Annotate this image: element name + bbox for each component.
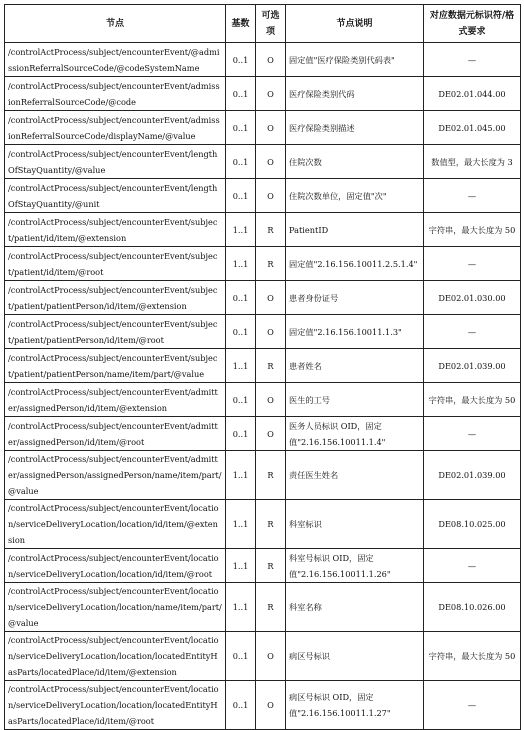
table-row [5,417,521,451]
format-cell: — [424,681,521,730]
cardinality-cell: 1..1 [226,247,256,281]
format-cell: DE02.01.039.00 [424,349,521,383]
node-path-cell: /controlActProcess/subject/encounterEvent/subject/patient/id/item/@root [5,247,226,281]
table-row [5,632,521,681]
cardinality-cell: 0..1 [226,281,256,315]
cardinality-cell: 0..1 [226,681,256,730]
description-cell: 医生的工号 [286,383,424,417]
optional-cell: O [256,145,286,179]
optional-cell: O [256,315,286,349]
node-path-cell: /controlActProcess/subject/encounterEvent/subject/patient/patientPerson/id/item/@root [5,315,226,349]
cardinality-cell: 0..1 [226,43,256,77]
optional-cell: R [256,247,286,281]
format-cell: — [424,315,521,349]
cardinality-cell: 1..1 [226,500,256,549]
node-path-cell: /controlActProcess/subject/encounterEvent/location/serviceDeliveryLocation/location/locatedEntityHasParts/locatedPlace/id/item/@extension [5,632,226,681]
optional-cell: R [256,213,286,247]
cardinality-cell: 0..1 [226,145,256,179]
node-path-cell: /controlActProcess/subject/encounterEvent/location/serviceDeliveryLocation/location/id/item/@extension [5,500,226,549]
format-cell: — [424,179,521,213]
description-cell: PatientID [286,213,424,247]
description-cell: 患者姓名 [286,349,424,383]
table-row [5,349,521,383]
optional-cell: O [256,281,286,315]
cardinality-cell: 1..1 [226,583,256,632]
table-row [5,77,521,111]
node-spec-table [4,4,521,730]
table-row [5,179,521,213]
table-row [5,383,521,417]
cardinality-cell: 0..1 [226,179,256,213]
optional-cell: O [256,111,286,145]
cardinality-cell: 0..1 [226,632,256,681]
optional-cell: R [256,549,286,583]
format-cell: 字符串，最大长度为 50 [424,383,521,417]
node-path-cell: /controlActProcess/subject/encounterEvent/@admissionReferralSourceCode/@codeSystemName [5,43,226,77]
format-cell: DE02.01.044.00 [424,77,521,111]
format-cell: 数值型，最大长度为 3 [424,145,521,179]
node-path-cell: /controlActProcess/subject/encounterEvent/admitter/assignedPerson/id/item/@extension [5,383,226,417]
format-cell: DE02.01.030.00 [424,281,521,315]
table-body [5,43,521,730]
node-path-cell: /controlActProcess/subject/encounterEvent/subject/patient/patientPerson/id/item/@extension [5,281,226,315]
table-row [5,681,521,730]
format-cell: 字符串，最大长度为 50 [424,632,521,681]
cardinality-cell: 0..1 [226,111,256,145]
description-cell: 医疗保险类别代码 [286,77,424,111]
node-path-cell: /controlActProcess/subject/encounterEvent/lengthOfStayQuantity/@unit [5,179,226,213]
format-cell: DE08.10.026.00 [424,583,521,632]
format-cell: — [424,549,521,583]
cardinality-cell: 1..1 [226,213,256,247]
format-cell: DE02.01.039.00 [424,451,521,500]
table-row [5,145,521,179]
format-cell: — [424,417,521,451]
format-cell: DE08.10.025.00 [424,500,521,549]
cardinality-cell: 0..1 [226,417,256,451]
table-header-row [5,5,521,43]
description-cell: 病区号标识 OID，固定值"2.16.156.10011.1.27" [286,681,424,730]
description-cell: 住院次数 [286,145,424,179]
optional-cell: R [256,349,286,383]
format-cell: DE02.01.045.00 [424,111,521,145]
description-cell: 病区号标识 [286,632,424,681]
cardinality-cell: 0..1 [226,383,256,417]
format-cell: — [424,247,521,281]
table-row [5,43,521,77]
table-row [5,111,521,145]
header-format: 对应数据元标识符/格式要求 [424,5,521,43]
header-node: 节点 [5,5,226,43]
node-path-cell: /controlActProcess/subject/encounterEvent/admitter/assignedPerson/id/item/@root [5,417,226,451]
optional-cell: O [256,383,286,417]
node-path-cell: /controlActProcess/subject/encounterEvent/admissionReferralSourceCode/@code [5,77,226,111]
optional-cell: O [256,179,286,213]
optional-cell: R [256,583,286,632]
cardinality-cell: 0..1 [226,77,256,111]
format-cell: 字符串，最大长度为 50 [424,213,521,247]
table-row [5,451,521,500]
table-row [5,549,521,583]
cardinality-cell: 1..1 [226,349,256,383]
node-path-cell: /controlActProcess/subject/encounterEvent/admissionReferralSourceCode/displayName/@value [5,111,226,145]
description-cell: 医疗保险类别描述 [286,111,424,145]
description-cell: 患者身份证号 [286,281,424,315]
description-cell: 科室号标识 OID，固定值"2.16.156.10011.1.26" [286,549,424,583]
node-path-cell: /controlActProcess/subject/encounterEvent/subject/patient/id/item/@extension [5,213,226,247]
optional-cell: O [256,43,286,77]
node-path-cell: /controlActProcess/subject/encounterEvent/lengthOfStayQuantity/@value [5,145,226,179]
optional-cell: R [256,500,286,549]
header-cardinality: 基数 [226,5,256,43]
table-row [5,247,521,281]
description-cell: 责任医生姓名 [286,451,424,500]
description-cell: 科室标识 [286,500,424,549]
cardinality-cell: 1..1 [226,549,256,583]
optional-cell: O [256,632,286,681]
node-path-cell: /controlActProcess/subject/encounterEvent/location/serviceDeliveryLocation/location/id/item/@root [5,549,226,583]
description-cell: 科室名称 [286,583,424,632]
header-description: 节点说明 [286,5,424,43]
node-path-cell: /controlActProcess/subject/encounterEvent/location/serviceDeliveryLocation/location/locatedEntityHasParts/locatedPlace/id/item/@root [5,681,226,730]
table-row [5,315,521,349]
optional-cell: O [256,417,286,451]
node-path-cell: /controlActProcess/subject/encounterEvent/subject/patient/patientPerson/name/item/part/@value [5,349,226,383]
table-row [5,281,521,315]
header-optional: 可选项 [256,5,286,43]
optional-cell: O [256,77,286,111]
cardinality-cell: 0..1 [226,315,256,349]
table-row [5,213,521,247]
cardinality-cell: 1..1 [226,451,256,500]
node-path-cell: /controlActProcess/subject/encounterEvent/location/serviceDeliveryLocation/location/name/item/part/@value [5,583,226,632]
description-cell: 住院次数单位，固定值"次" [286,179,424,213]
format-cell: — [424,43,521,77]
table-row [5,583,521,632]
description-cell: 固定值"2.16.156.10011.2.5.1.4" [286,247,424,281]
description-cell: 固定值"医疗保险类别代码表" [286,43,424,77]
table-row [5,500,521,549]
description-cell: 固定值"2.16.156.10011.1.3" [286,315,424,349]
optional-cell: O [256,681,286,730]
description-cell: 医务人员标识 OID，固定值"2.16.156.10011.1.4" [286,417,424,451]
optional-cell: R [256,451,286,500]
node-path-cell: /controlActProcess/subject/encounterEvent/admitter/assignedPerson/assignedPerson/name/item/part/@value [5,451,226,500]
